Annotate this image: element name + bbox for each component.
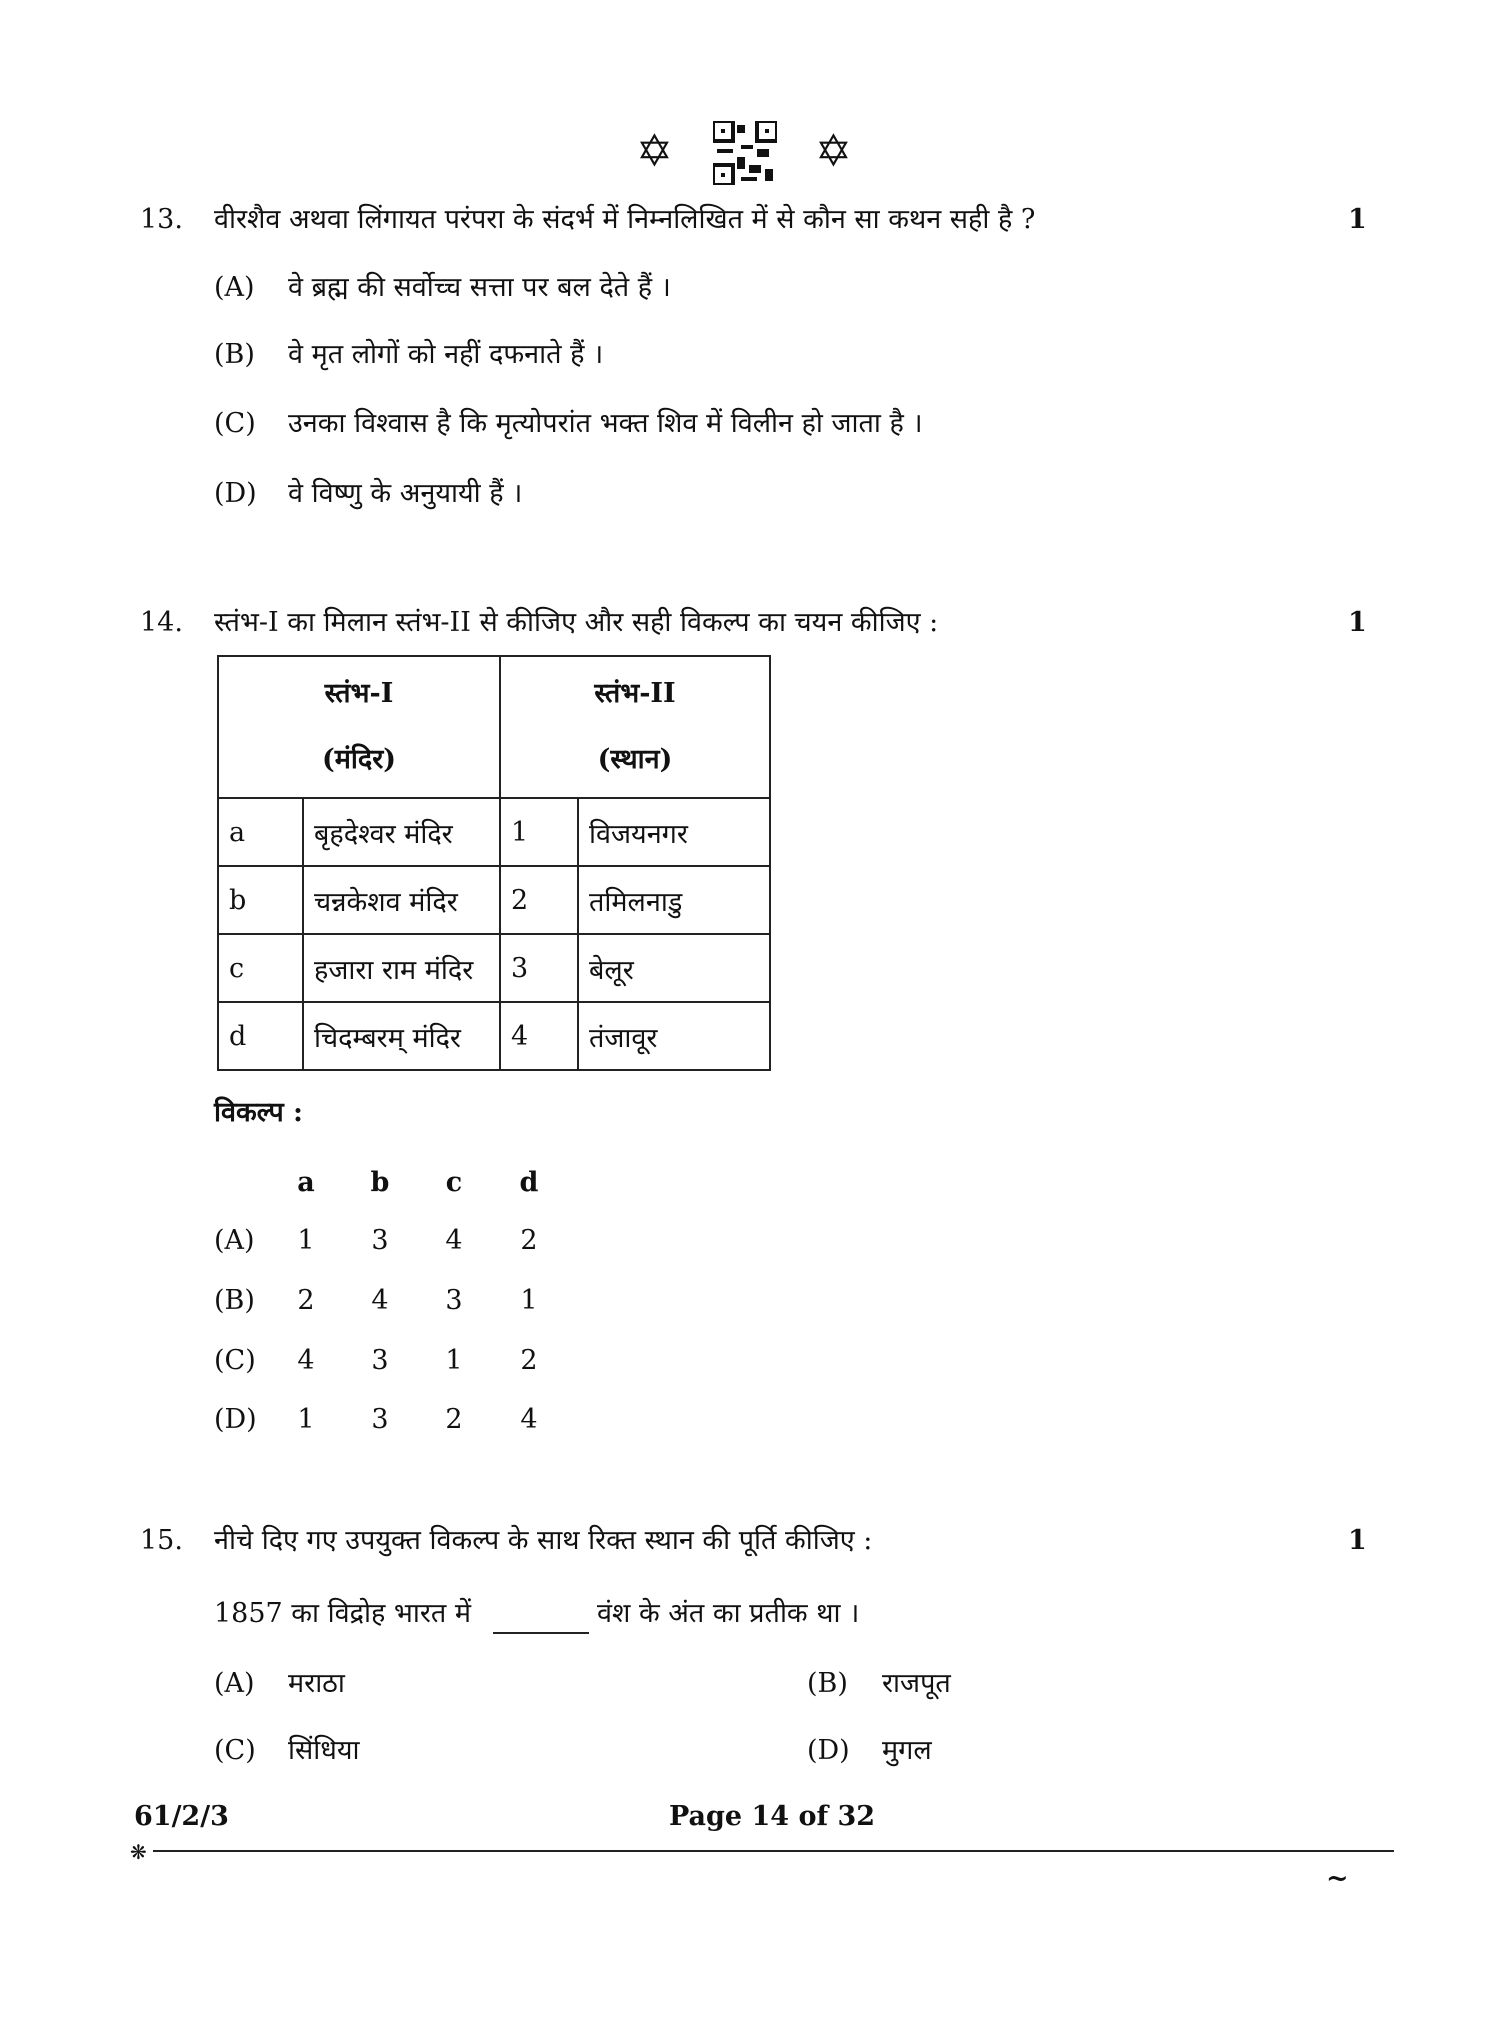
question-number: 15. <box>140 1525 183 1556</box>
table-cell: बृहदेश्वर मंदिर <box>303 798 500 866</box>
option-label: (A) <box>214 272 255 303</box>
option-label: (B) <box>214 339 255 370</box>
column-subtitle: (मंदिर) <box>321 744 397 775</box>
flower-icon: ❋ <box>130 1840 147 1864</box>
option-label: (B) <box>807 1668 848 1699</box>
table-cell: चिदम्बरम् मंदिर <box>303 1002 500 1070</box>
option-value: 3 <box>371 1345 389 1376</box>
option-value: 2 <box>520 1345 538 1376</box>
table-header-row <box>218 656 770 798</box>
option-value: 2 <box>445 1404 463 1435</box>
qr-code-icon <box>713 121 777 185</box>
blank-line <box>493 1632 589 1634</box>
star-of-david-icon: ✡ <box>636 126 673 177</box>
option-value: 1 <box>297 1225 315 1256</box>
question-number: 14. <box>140 607 183 638</box>
table-cell: 1 <box>500 798 578 866</box>
table-cell: d <box>218 1002 303 1070</box>
option-label: (B) <box>214 1285 255 1316</box>
option-text: मराठा <box>288 1668 345 1699</box>
option-value: 3 <box>371 1404 389 1435</box>
option-value: 1 <box>520 1285 538 1316</box>
table-cell: c <box>218 934 303 1002</box>
option-value: 2 <box>520 1225 538 1256</box>
option-value: 3 <box>371 1225 389 1256</box>
option-label: (A) <box>214 1668 255 1699</box>
table-cell: तंजावूर <box>578 1002 770 1070</box>
column-subtitle: (स्थान) <box>597 744 673 775</box>
option-value: 4 <box>297 1345 315 1376</box>
question-text: स्तंभ-I का मिलान स्तंभ-II से कीजिए और सही विकल्प का चयन कीजिए : <box>214 607 939 638</box>
option-label: (C) <box>214 408 256 439</box>
column-2-header <box>500 656 770 798</box>
table-cell: चन्नकेशव मंदिर <box>303 866 500 934</box>
option-value: 4 <box>520 1404 538 1435</box>
option-text: वे विष्णु के अनुयायी हैं । <box>288 478 523 509</box>
footer-mark: ~ <box>1326 1863 1349 1894</box>
option-label: (C) <box>214 1345 256 1376</box>
option-value: 3 <box>445 1285 463 1316</box>
option-text: सिंधिया <box>288 1735 360 1766</box>
option-value: 4 <box>371 1285 389 1316</box>
option-text: मुगल <box>882 1735 932 1766</box>
options-title: विकल्प : <box>214 1097 304 1128</box>
option-label: (A) <box>214 1225 255 1256</box>
table-cell: 4 <box>500 1002 578 1070</box>
option-value: 1 <box>445 1345 463 1376</box>
options-header-cell: b <box>370 1167 390 1198</box>
column-1-header <box>218 656 500 798</box>
sentence-after-blank: वंश के अंत का प्रतीक था । <box>597 1598 860 1629</box>
matching-table <box>217 655 771 1071</box>
page-number: Page 14 of 32 <box>668 1801 876 1832</box>
option-value: 1 <box>297 1404 315 1435</box>
table-row <box>218 934 770 1002</box>
table-cell: बेलूर <box>578 934 770 1002</box>
sentence-before-blank: 1857 का विद्रोह भारत में <box>214 1598 471 1629</box>
table-cell: a <box>218 798 303 866</box>
option-value: 2 <box>297 1285 315 1316</box>
question-marks: 1 <box>1348 1525 1367 1556</box>
table-cell: विजयनगर <box>578 798 770 866</box>
option-text: उनका विश्वास है कि मृत्योपरांत भक्त शिव में विलीन हो जाता है । <box>288 408 923 439</box>
options-header-cell: d <box>519 1167 539 1198</box>
table-row <box>218 866 770 934</box>
option-label: (D) <box>214 1404 257 1435</box>
column-title: स्तंभ-II <box>594 678 676 709</box>
option-label: (D) <box>214 478 257 509</box>
table-row <box>218 1002 770 1070</box>
paper-code: 61/2/3 <box>134 1801 229 1832</box>
table-row <box>218 798 770 866</box>
option-text: राजपूत <box>882 1668 951 1699</box>
question-marks: 1 <box>1348 204 1367 235</box>
star-of-david-icon: ✡ <box>815 126 852 177</box>
table-cell: तमिलनाडु <box>578 866 770 934</box>
option-value: 4 <box>445 1225 463 1256</box>
question-text: नीचे दिए गए उपयुक्त विकल्प के साथ रिक्त स्थान की पूर्ति कीजिए : <box>214 1525 873 1556</box>
question-text: वीरशैव अथवा लिंगायत परंपरा के संदर्भ में निम्नलिखित में से कौन सा कथन सही है ? <box>214 204 1036 235</box>
column-title: स्तंभ-I <box>324 678 394 709</box>
options-header-cell: a <box>297 1167 315 1198</box>
table-cell: हजारा राम मंदिर <box>303 934 500 1002</box>
footer-rule <box>153 1850 1394 1852</box>
table-cell: 2 <box>500 866 578 934</box>
option-label: (C) <box>214 1735 256 1766</box>
table-cell: 3 <box>500 934 578 1002</box>
question-marks: 1 <box>1348 607 1367 638</box>
options-header-cell: c <box>445 1167 463 1198</box>
question-number: 13. <box>140 204 183 235</box>
option-text: वे मृत लोगों को नहीं दफनाते हैं । <box>288 339 604 370</box>
table-cell: b <box>218 866 303 934</box>
option-label: (D) <box>807 1735 850 1766</box>
option-text: वे ब्रह्म की सर्वोच्च सत्ता पर बल देते हैं । <box>288 272 671 303</box>
